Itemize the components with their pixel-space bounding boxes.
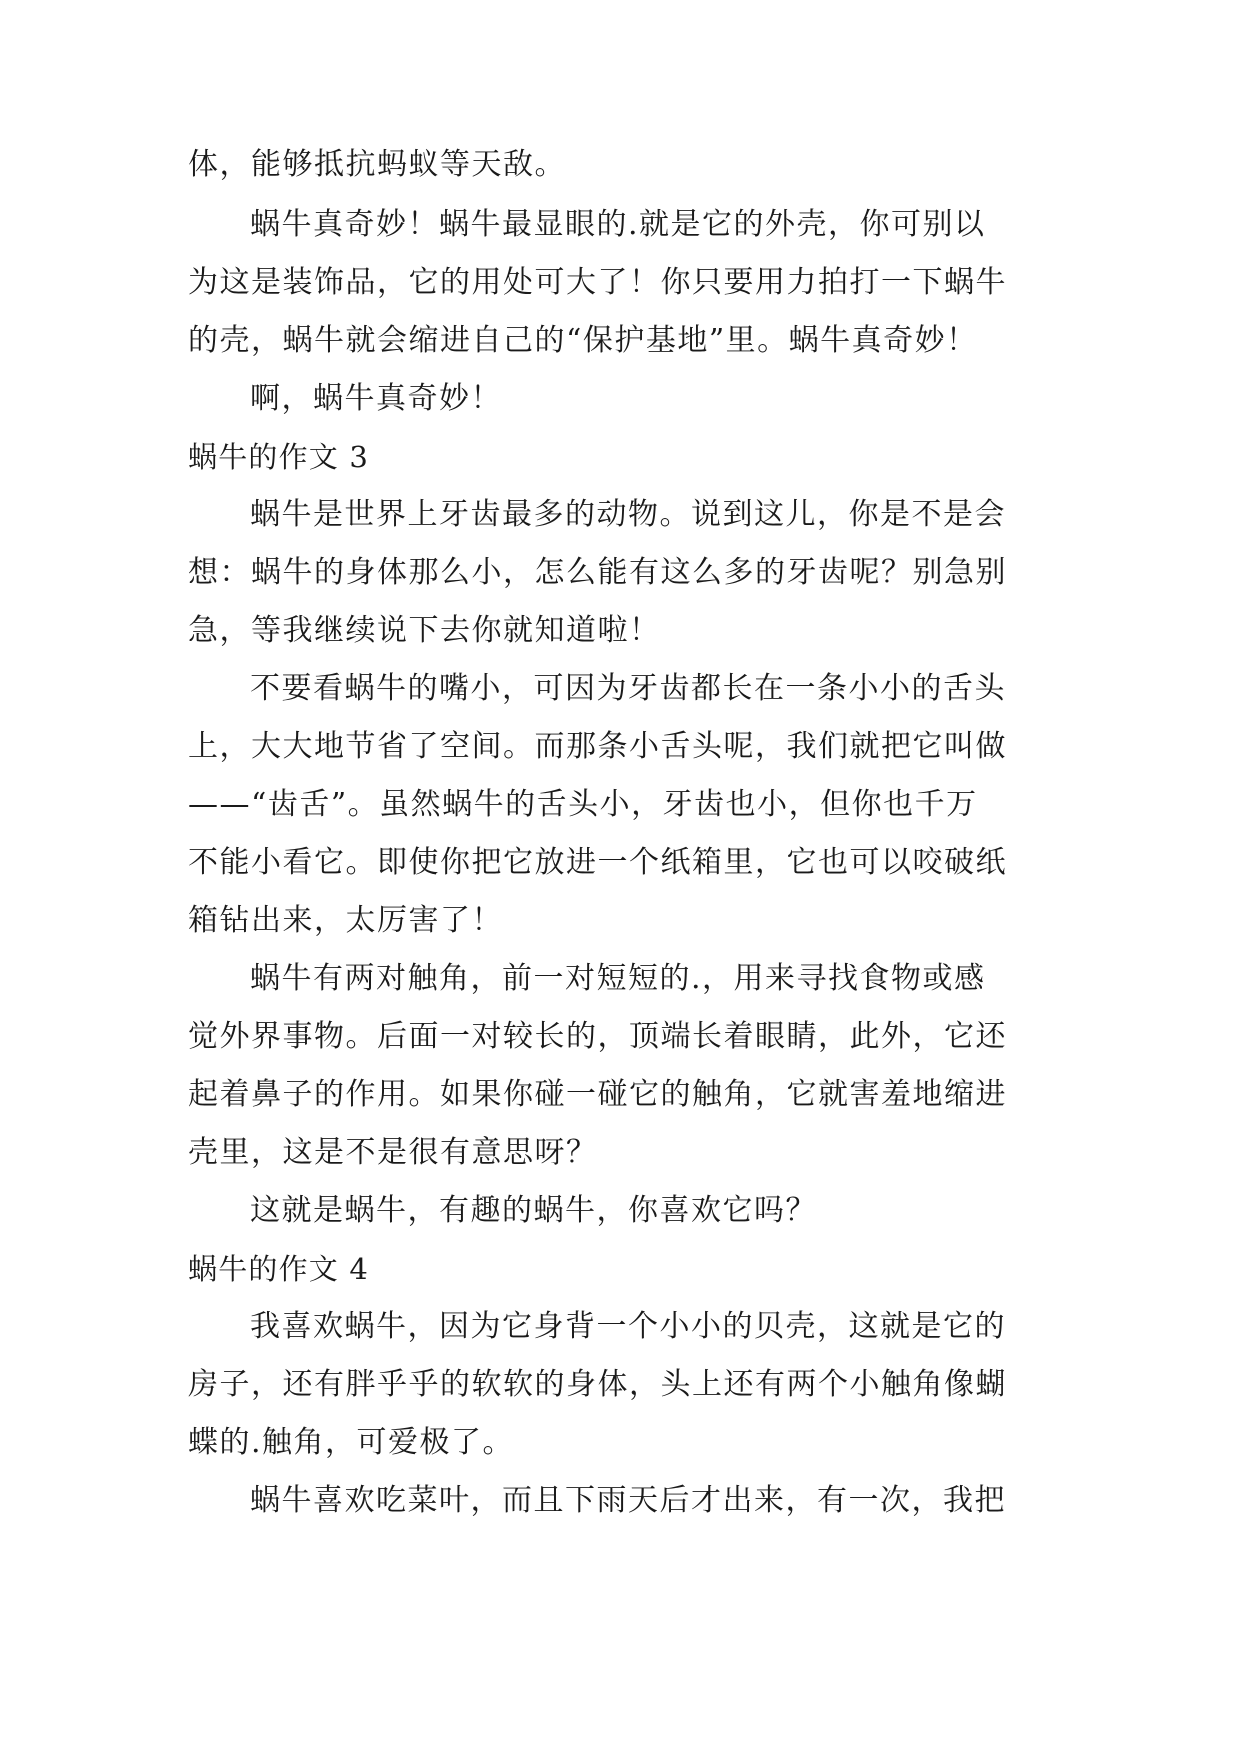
section-heading: 蜗牛的作文 3 xyxy=(188,440,370,474)
text-line: 觉外界事物。后面一对较长的，顶端长着眼睛，此外，它还 xyxy=(188,1019,1007,1054)
text-line: 壳里，这是不是很有意思呀？ xyxy=(188,1135,598,1170)
text-line: 蝶的.触角，可爱极了。 xyxy=(188,1425,515,1460)
text-line: 起着鼻子的作用。如果你碰一碰它的触角，它就害羞地缩进 xyxy=(188,1077,1007,1112)
section-heading: 蜗牛的作文 4 xyxy=(188,1252,370,1286)
text-line: 房子，还有胖乎乎的软软的身体，头上还有两个小触角像蝴 xyxy=(188,1367,1007,1402)
text-line: 啊，蜗牛真奇妙！ xyxy=(250,381,502,416)
text-line: 蜗牛有两对触角，前一对短短的.，用来寻找食物或感 xyxy=(250,961,986,996)
text-line: 体，能够抵抗蚂蚁等天敌。 xyxy=(188,147,566,182)
text-line: 为这是装饰品，它的用处可大了！你只要用力拍打一下蜗牛 xyxy=(188,265,1007,300)
text-line: 箱钻出来，太厉害了！ xyxy=(188,903,503,938)
text-line: 想：蜗牛的身体那么小，怎么能有这么多的牙齿呢？别急别 xyxy=(188,555,1007,590)
text-line: 不能小看它。即使你把它放进一个纸箱里，它也可以咬破纸 xyxy=(188,845,1007,880)
text-line: 我喜欢蜗牛，因为它身背一个小小的贝壳，这就是它的 xyxy=(250,1309,1006,1344)
text-line: 蜗牛喜欢吃菜叶，而且下雨天后才出来，有一次，我把 xyxy=(250,1483,1006,1518)
text-line: 这就是蜗牛，有趣的蜗牛，你喜欢它吗？ xyxy=(250,1193,817,1228)
text-line: 急，等我继续说下去你就知道啦！ xyxy=(188,613,661,648)
text-line: 的壳，蜗牛就会缩进自己的“保护基地”里。蜗牛真奇妙！ xyxy=(188,323,978,358)
text-line: 上，大大地节省了空间。而那条小舌头呢，我们就把它叫做 xyxy=(188,729,1007,764)
text-line: 蜗牛真奇妙！蜗牛最显眼的.就是它的外壳，你可别以 xyxy=(250,207,986,242)
text-line: 不要看蜗牛的嘴小，可因为牙齿都长在一条小小的舌头 xyxy=(250,671,1006,706)
text-line: 蜗牛是世界上牙齿最多的动物。说到这儿，你是不是会 xyxy=(250,497,1006,532)
text-line: ——“齿舌”。虽然蜗牛的舌头小，牙齿也小，但你也千万 xyxy=(188,787,978,822)
